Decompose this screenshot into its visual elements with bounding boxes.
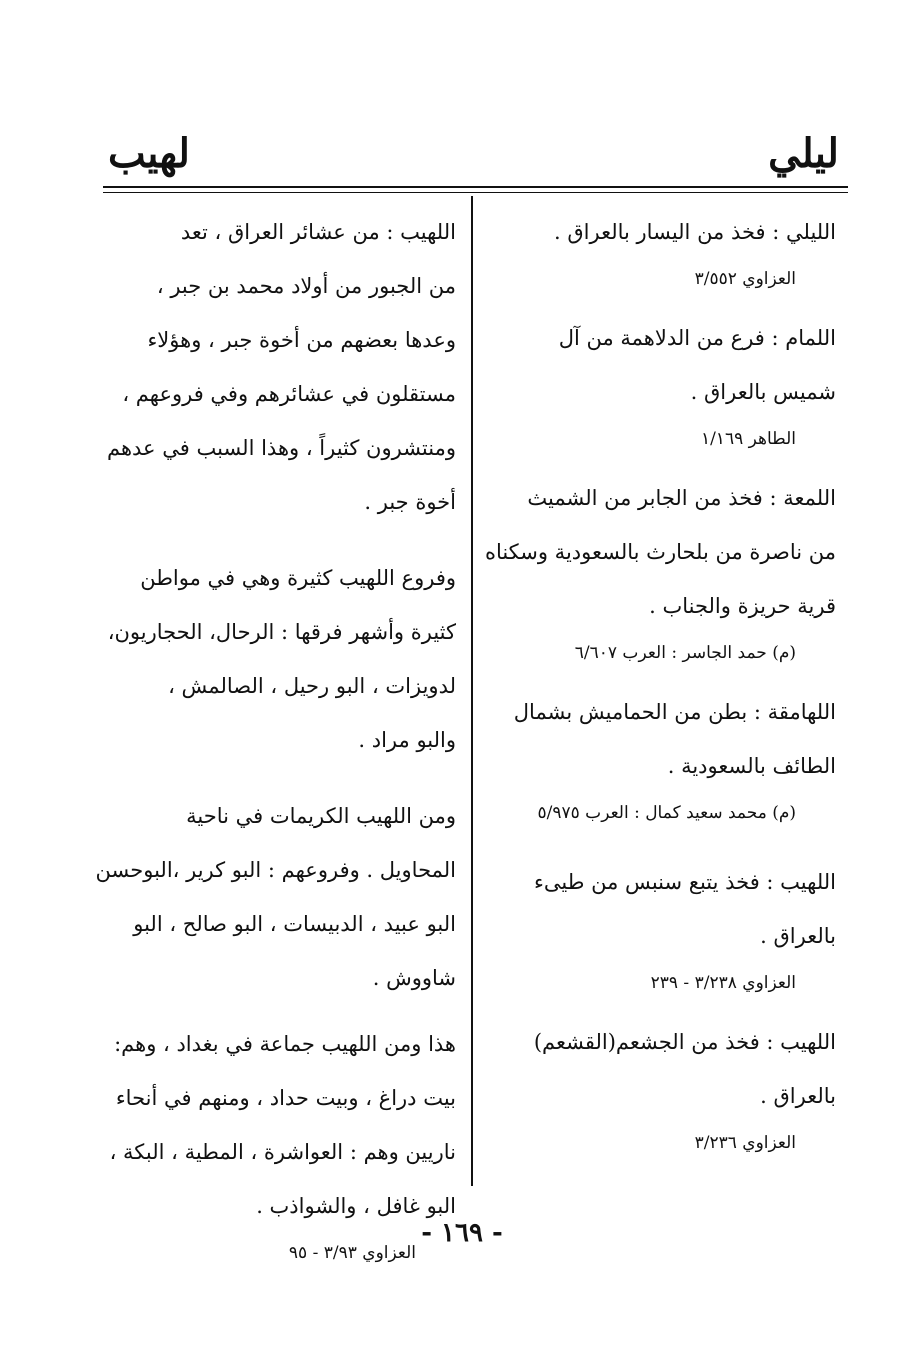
entry-reference: العزاوي ٣/٢٣٨ - ٢٣٩ [650, 973, 796, 993]
entry-lamaa [486, 471, 836, 673]
entry-line: اللمعة : فخذ من الجابر من الشميث [527, 486, 836, 510]
header-right-word: ليلي [768, 130, 839, 177]
entry-line: اللهامقة : بطن من الحماميش بشمال [513, 700, 836, 724]
paragraph-line: كثيرة وأشهر فرقها : الرحال، الحجاريون، [107, 620, 456, 644]
paragraph-line: هذا ومن اللهيب جماعة في بغداد ، وهم: [114, 1032, 456, 1056]
entry-reference: (م) محمد سعيد كمال : العرب ٥/٩٧٥ [537, 803, 796, 823]
paragraph-line: بيت دراغ ، وبيت حداد ، ومنهم في أنحاء [115, 1086, 456, 1110]
paragraph-line: البو عبيد ، الدبيسات ، البو صالح ، البو [133, 912, 456, 936]
paragraph-line: لدويزات ، البو رحيل ، الصالمش ، [168, 674, 456, 698]
entry-line: من ناصرة من بلحارث بالسعودية وسكناه [484, 540, 836, 564]
paragraph-line: والبو مراد . [358, 728, 456, 752]
entry-line: الطائف بالسعودية . [667, 754, 836, 778]
paragraph-line: ناريين وهم : العواشرة ، المطية ، البكة ، [109, 1140, 456, 1164]
entry-line: الليلي : فخذ من اليسار بالعراق . [554, 220, 836, 244]
entry-reference: العزاوي ٣/٥٥٢ [694, 269, 796, 289]
entry-reference: (م) حمد الجاسر : العرب ٦/٦٠٧ [574, 643, 796, 663]
entry-lahamiqa [486, 685, 836, 833]
paragraph-line: المحاويل . وفروعهم : البو كرير ،البوحسن [95, 858, 456, 882]
header-rule-thin [103, 192, 848, 193]
entry-line: اللمام : فرع من الدلاهمة من آل [558, 326, 836, 350]
page-number: - ١٦٩ - [421, 1218, 503, 1248]
entry-line: قرية حريزة والجناب . [649, 594, 836, 618]
paragraph-line: وفروع اللهيب كثيرة وهي في مواطن [140, 566, 456, 590]
entry-lili [486, 205, 836, 299]
header-rule-thick [103, 186, 848, 188]
paragraph-line: ومنتشرون كثيراً ، وهذا السبب في عدهم [106, 436, 456, 460]
paragraph-4 [104, 1017, 456, 1233]
entry-line: بالعراق . [760, 1084, 836, 1108]
paragraph-line: مستقلون في عشائرهم وفي فروعهم ، [122, 382, 456, 406]
right-column [486, 205, 836, 1163]
paragraph-3 [95, 789, 456, 1005]
paragraph-line: وعدها بعضهم من أخوة جبر ، وهؤلاء [147, 328, 456, 352]
entry-lamam [486, 311, 836, 459]
paragraph-2 [104, 551, 456, 767]
entry-line: شميس بالعراق . [690, 380, 836, 404]
entry-line: اللهيب : فخذ من الجشعم(القشعم) [533, 1030, 836, 1054]
entry-line: بالعراق . [760, 924, 836, 948]
paragraph-line: البو غافل ، والشواذب . [256, 1194, 456, 1218]
paragraph-line: ومن اللهيب الكريمات في ناحية [186, 804, 456, 828]
entry-reference: العزاوي ٣/٢٣٦ [694, 1133, 796, 1153]
paragraph-line: اللهيب : من عشائر العراق ، تعد [180, 220, 456, 244]
entry-lahib-2 [486, 1015, 836, 1163]
entry-line: اللهيب : فخذ يتبع سنبس من طيىء [534, 870, 836, 894]
entry-lahib-1 [486, 855, 836, 1003]
column-divider [471, 196, 473, 1186]
paragraph-1 [104, 205, 456, 529]
paragraph-line: من الجبور من أولاد محمد بن جبر ، [156, 274, 456, 298]
header-left-word: لهيب [108, 130, 190, 177]
paragraph-line: أخوة جبر . [364, 490, 456, 514]
paragraph-line: شاووش . [372, 966, 456, 990]
paragraph-reference: العزاوي ٣/٩٣ - ٩٥ [288, 1243, 416, 1263]
entry-reference: الطاهر ١/١٦٩ [700, 429, 796, 449]
left-column [95, 205, 456, 1273]
